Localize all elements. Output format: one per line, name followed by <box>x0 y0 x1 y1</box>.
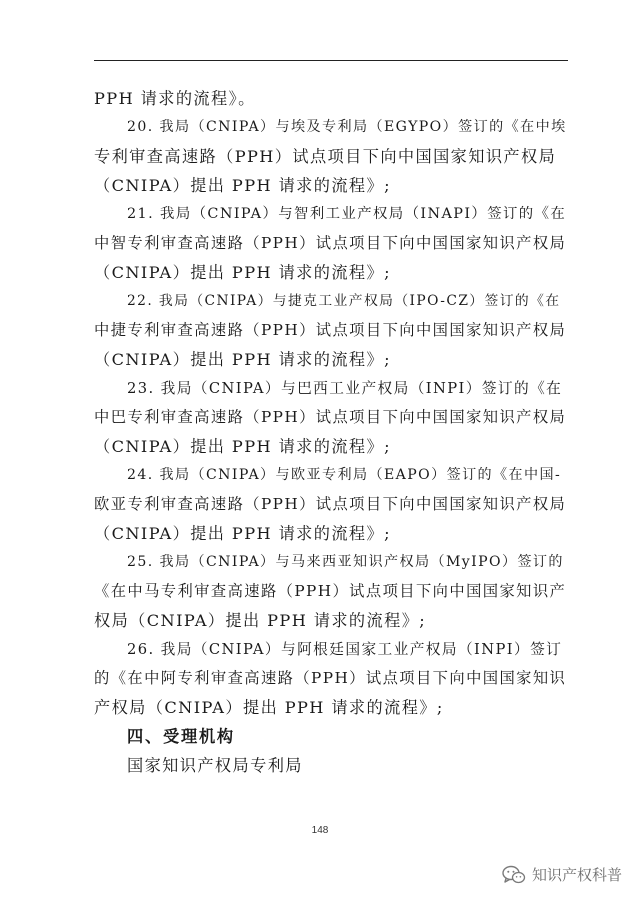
wechat-icon <box>502 865 526 885</box>
text-line: 专利审查高速路（PPH）试点项目下向中国国家知识产权局 <box>94 147 557 166</box>
text-line: 中捷专利审查高速路（PPH）试点项目下向中国国家知识产权局 <box>94 321 567 339</box>
document-body <box>94 84 568 780</box>
text-line: 22. 我局（CNIPA）与捷克工业产权局（IPO-CZ）签订的《在 <box>127 293 561 309</box>
watermark <box>502 864 622 885</box>
header-rule <box>94 60 568 61</box>
text-line: 产权局（CNIPA）提出 PPH 请求的流程》; <box>94 698 444 717</box>
text-line: 24. 我局（CNIPA）与欧亚专利局（EAPO）签订的《在中国- <box>127 467 562 483</box>
page-number: 148 <box>311 825 329 836</box>
text-line: 国家知识产权局专利局 <box>127 756 303 775</box>
watermark-text: 知识产权科普 <box>531 866 622 884</box>
text-line: 26. 我局（CNIPA）与阿根廷国家工业产权局（INPI）签订 <box>127 641 563 658</box>
text-line: （CNIPA）提出 PPH 请求的流程》; <box>94 176 391 195</box>
text-line: 21. 我局（CNIPA）与智利工业产权局（INAPI）签订的《在 <box>127 206 567 222</box>
text-line: 中智专利审查高速路（PPH）试点项目下向中国国家知识产权局 <box>94 234 567 252</box>
text-line: 23. 我局（CNIPA）与巴西工业产权局（INPI）签订的《在 <box>127 380 563 397</box>
text-line: 20. 我局（CNIPA）与埃及专利局（EGYPO）签订的《在中埃 <box>127 119 567 135</box>
text-line: （CNIPA）提出 PPH 请求的流程》; <box>94 524 391 543</box>
section-heading: 四、受理机构 <box>127 727 235 746</box>
text-line: （CNIPA）提出 PPH 请求的流程》; <box>94 350 391 369</box>
text-line: 25. 我局（CNIPA）与马来西亚知识产权局（MyIPO）签订的 <box>127 554 564 570</box>
text-line: 权局（CNIPA）提出 PPH 请求的流程》; <box>94 611 427 630</box>
text-line: （CNIPA）提出 PPH 请求的流程》; <box>94 263 391 282</box>
text-line: （CNIPA）提出 PPH 请求的流程》; <box>94 437 391 456</box>
text-line: 的《在中阿专利审查高速路（PPH）试点项目下向中国国家知识 <box>94 669 567 687</box>
text-line: 欧亚专利审查高速路（PPH）试点项目下向中国国家知识产权局 <box>94 495 567 513</box>
text-line: 中巴专利审查高速路（PPH）试点项目下向中国国家知识产权局 <box>94 408 567 426</box>
text-line: 《在中马专利审查高速路（PPH）试点项目下向中国国家知识产 <box>94 582 567 600</box>
text-line: PPH 请求的流程》。 <box>94 89 256 108</box>
